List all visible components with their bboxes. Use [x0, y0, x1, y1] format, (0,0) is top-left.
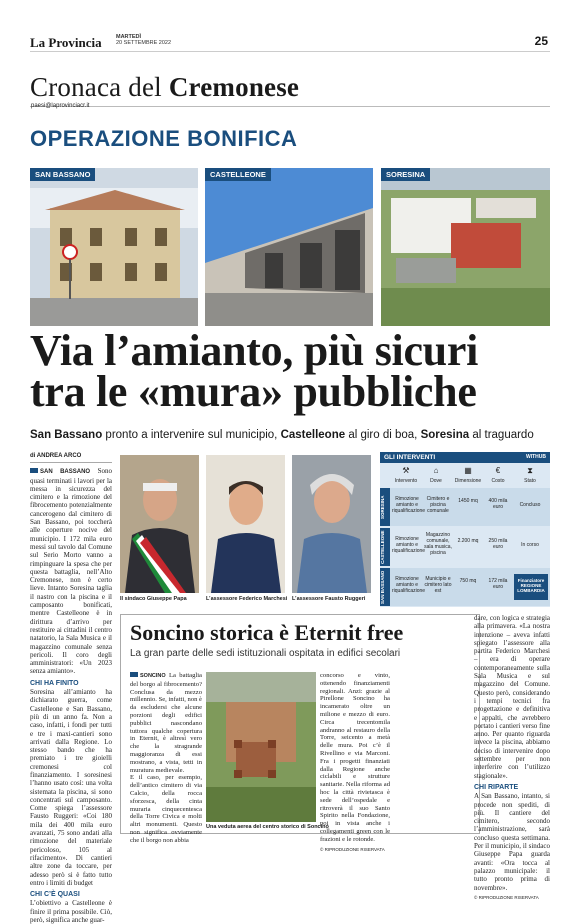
headline: Via l’amianto, più sicuri tra le «mura» pubbliche: [30, 326, 479, 416]
box-photo-caption: Una veduta aerea del centro storico di Soncino: [206, 824, 329, 830]
portrait-ruggeri: [292, 455, 371, 593]
row-town: CASTELLEONE: [380, 528, 390, 566]
column-header: Intervento: [394, 478, 418, 484]
subheading-chi-riparte: CHI RIPARTE: [474, 783, 519, 791]
subheading-chi-ha-finito: CHI HA FINITO: [30, 679, 79, 687]
dateline: SAN BASSANO: [40, 469, 91, 476]
photo-san-bassano: [30, 168, 198, 326]
box-column-2: concorso e vinto, ottenendo finanziamenti regionali. Anzi: grazie al Pirellone Soncino ha incamerato oltre un milione e mezzo di euro. Circa trecentomila andranno al restauro della Torre, seicento a metà delle mura. Poi c’è il Rivellino e via Marconi. Fra i progetti finanziati dalla Regione anche ciclabili e strutture sanitarie. Nella riforma ad hoc la città rivietasca è sede dell’ospedale e ritroverà il suo Santo Spirito nella Fondazione, poi in vista anche i collegamenti green con le frazioni e le rotonde. © RIPRODUZIONE RISERVATA: [320, 672, 390, 852]
kicker: OPERAZIONE BONIFICA: [30, 126, 298, 151]
column-header: Costo: [491, 478, 505, 484]
section-title: Cronaca del Cremonese: [30, 72, 300, 102]
photo-soresina: [381, 168, 550, 326]
aerial-town-image: [206, 672, 316, 822]
table-columns: [380, 465, 550, 487]
col-icon: ⌂: [433, 466, 439, 475]
newspaper-logo: La Provincia: [30, 35, 102, 50]
column-header: Stato: [524, 478, 536, 484]
row-town: SORESINA: [380, 488, 390, 526]
column-header: Dove: [430, 478, 442, 484]
photo-label: SAN BASSANO: [30, 168, 95, 181]
funder-badge: Finanziatore REGIONE LOMBARDIA: [514, 574, 548, 600]
photo-label: CASTELLEONE: [205, 168, 271, 181]
row-town: SAN BASSANO: [380, 568, 390, 606]
page-number: 25: [534, 34, 548, 48]
section-email[interactable]: paesi@laprovinciacr.it: [31, 103, 90, 109]
col-icon: ⧗: [527, 466, 533, 475]
interventions-table: [380, 452, 550, 607]
column-header: Dimensione: [454, 478, 482, 484]
town-hall-image: [30, 168, 198, 326]
portrait-caption: L’assessore Federico Marchesi: [206, 596, 288, 602]
portrait-marchesi: [206, 455, 285, 593]
col-icon: €: [495, 466, 501, 475]
col-icon: ⚒: [402, 466, 410, 475]
table-row: SORESINA Rimozione amianto e riqualificazione Cimitero e piscina comunale 1450 mq 400 mila euro Concluso: [380, 488, 550, 526]
councillor-portrait-image: [206, 455, 285, 593]
article-column-right: dare, con logica e strategia alla primavera. «La nostra intenzione – aveva infatti spiegato l’assessore alla partita Federico Marchesi – era di operare contemporaneamente sulla Sala Musica e sul magazzino del Comune. Questo però, considerando i tempi tecnici fra progettazione e definitiva e appalti, che avrebbero portato i cantieri verso fine anno. Per quanto riguarda invece la piscina, abbiamo deciso di intervenire dopo settembre per non interferire con l’utilizzo stagionale». CHI RIPARTE A San Bassano, intanto, si procede non spediti, di più. Il cantiere del cimitero, secondo l’amministrazione, sarà concluso questa settimana. Per il municipio, il sindaco Giuseppe Papa guarda avanti: «Ora tocca al palazzo municipale: il tutto pronto prima di novembre». © RIPRODUZIONE RISERVATA: [474, 614, 550, 900]
portrait-papa: [120, 455, 199, 593]
box-title: Soncino storica è Eternit free: [130, 620, 404, 645]
table-header: GLI INTERVENTI WITHUB: [380, 452, 550, 463]
article-column-left: di ANDREA ARCO SAN BASSANO Sono quasi terminati i lavori per la messa in sicurezza del cimitero e la rimozione del fibrocemento potenzialmente cancerogeno dal cimitero di San Bassano, poi toccherà alle coperture nocive del municipio. I 172 mila euro messi sul tavolo dal Comune sul Serio Morto vanno a rimpinguare la spesa che per questa battaglia, nell’Alto Cremonese, non è certo lieve. Intanto Soresina taglia il nastro con la piscina e il camposanto bonificati, mentre Castelleone è in dirittura d’arrivo per restituire ai cittadini il centro natatorio, la Sala Musica e il magazzino comunale senza pericoli. Il coro degli amministratori: «Un 2023 senza amianto». CHI HA FINITO Soresina all’amianto ha dichiarato guerra, come Castelleone e San Bassano, più di un anno fa. Non a caso, infatti, i fondi per tutti e tre i maxi-cantieri sono arrivati dalla Regione. Lo stesso bando che ha premiato i tre gioielli cremonesi col finanziamento. I soresinesi l’hanno usato così: una volta sistemata la piscina, si sono concentrati sul camposanto. Come spiega l’assessore Fausto Ruggeri: «Coi 180 mila dei 400 mila euro avanzati, 75 sono andati alla rimozione del materiale pericoloso, 105 al rifacimento». Di cantieri altre zone da toccare, per adesso però si è fatto tutto entro i limiti di budget CHI C’È QUASI L’obiettivo a Castelleone è finire il prima possibile. Ciò, però, significa anche guar-: [30, 453, 112, 924]
box-subtitle: La gran parte delle sedi istituzionali ospitata in edifici secolari: [130, 648, 401, 659]
photo-castelleone: [205, 168, 373, 326]
col-icon: ▦: [464, 466, 472, 475]
box-column-1: SONCINO La battaglia del borgo al fibrocemento? Conclusa da mezzo millennio. Se, infatti, non è da escludersi che alcune porzioni degli edifici pubblici nascondano tuttora qualche copertura in Eternit, è altresì vero che la stragrande maggioranza di essi mostrano, a vista, tetti in muratura medievale. E il caso, per esempio, dell’antico cimitero di via Calcio, della rocca sforzesca, della cinta muraria cinquecentesca della Torre Civica e molti altri monumenti. Questo non significa ovviamente che il borgo non abbia: [130, 672, 202, 844]
mayor-portrait-image: [120, 455, 199, 593]
subheadline: San Bassano pronto a intervenire sul municipio, Castelleone al giro di boa, Soresina al traguardo: [30, 429, 534, 441]
warehouse-image: [205, 168, 373, 326]
portrait-caption: Il sindaco Giuseppe Papa: [120, 596, 187, 602]
subheading-chi-ce-quasi: CHI C’È QUASI: [30, 891, 80, 899]
table-row: SAN BASSANO Rimozione amianto e riqualificazione Municipio e cimitero lato est 750 mq 172 mila euro Finanziatore REGIONE LOMBARDIA: [380, 568, 550, 606]
photo-label: SORESINA: [381, 168, 430, 181]
table-row: CASTELLEONE Rimozione amianto e riqualificazione Magazzino comunale, sala musica, piscina 2.200 mq 250 mila euro In corso: [380, 528, 550, 566]
aerial-pool-image: [381, 168, 550, 326]
portrait-caption: L’assessore Fausto Ruggeri: [292, 596, 366, 602]
councillor-portrait-image: [292, 455, 371, 593]
soncino-aerial-photo: [206, 672, 316, 822]
masthead: [30, 34, 550, 52]
issue-date: MARTEDÌ 20 SETTEMBRE 2022: [116, 34, 172, 46]
byline: di ANDREA ARCO: [30, 452, 112, 463]
